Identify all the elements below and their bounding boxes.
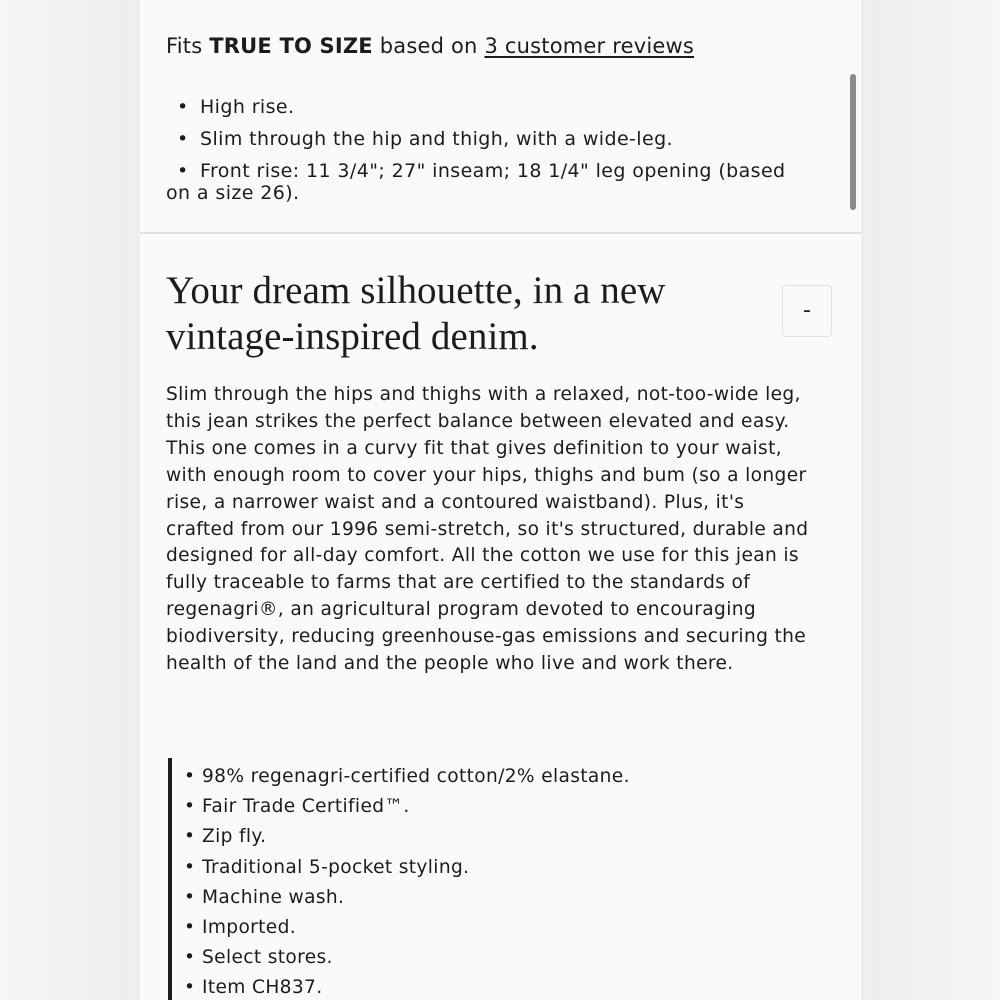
right-backdrop: [860, 0, 1000, 1000]
list-item: • High rise.: [166, 96, 806, 118]
fit-prefix: Fits: [166, 34, 210, 58]
product-headline: Your dream silhouette, in a new vintage-inspired denim.: [166, 269, 666, 358]
fit-details-list: [166, 96, 806, 214]
fit-details-scroll-area[interactable]: [140, 74, 861, 232]
specs-list: [180, 762, 630, 1000]
product-description: Slim through the hips and thighs with a relaxed, not-too-wide leg, this jean strikes the perfect balance between elevated and easy. This one comes in a curvy fit that gives definition to your waist, with enough room to cover your hips, thighs and bum (so a longer rise, a narrower waist and a contoured waistband). Plus, it's crafted from our 1996 semi-stretch, so it's structured, durable and designed for all-day comfort. All the cotton we use for this jean is fully traceable to farms that are certified to the standards of regenagri®, an agricultural program devoted to encouraging biodiversity, reducing greenhouse-gas emissions and securing the health of the land and the people who live and work there.: [166, 384, 809, 675]
left-backdrop: [0, 0, 140, 1000]
product-details-panel: [140, 0, 861, 1000]
list-item: • Item CH837.: [180, 973, 630, 1000]
section-divider: [140, 232, 861, 234]
list-item: • Traditional 5-pocket styling.: [180, 853, 630, 883]
list-item: • Slim through the hip and thigh, with a wide-leg.: [166, 128, 806, 150]
list-item: • Select stores.: [180, 943, 630, 973]
list-item: • Front rise: 11 3/4"; 27" inseam; 18 1/4" leg opening (based on a size 26).: [166, 160, 806, 204]
fit-summary: [166, 34, 694, 58]
collapse-button[interactable]: -: [782, 285, 832, 337]
list-item: • 98% regenagri-certified cotton/2% elastane.: [180, 762, 630, 792]
product-specs: [168, 758, 772, 1000]
list-item: • Imported.: [180, 913, 630, 943]
scrollbar-thumb[interactable]: [850, 74, 856, 210]
fit-size-label: TRUE TO SIZE: [209, 34, 373, 58]
list-item: • Fair Trade Certified™.: [180, 792, 630, 822]
customer-reviews-link[interactable]: 3 customer reviews: [484, 34, 695, 58]
fit-middle-text: based on: [372, 34, 485, 58]
list-item: • Machine wash.: [180, 883, 630, 913]
list-item: • Zip fly.: [180, 822, 630, 852]
